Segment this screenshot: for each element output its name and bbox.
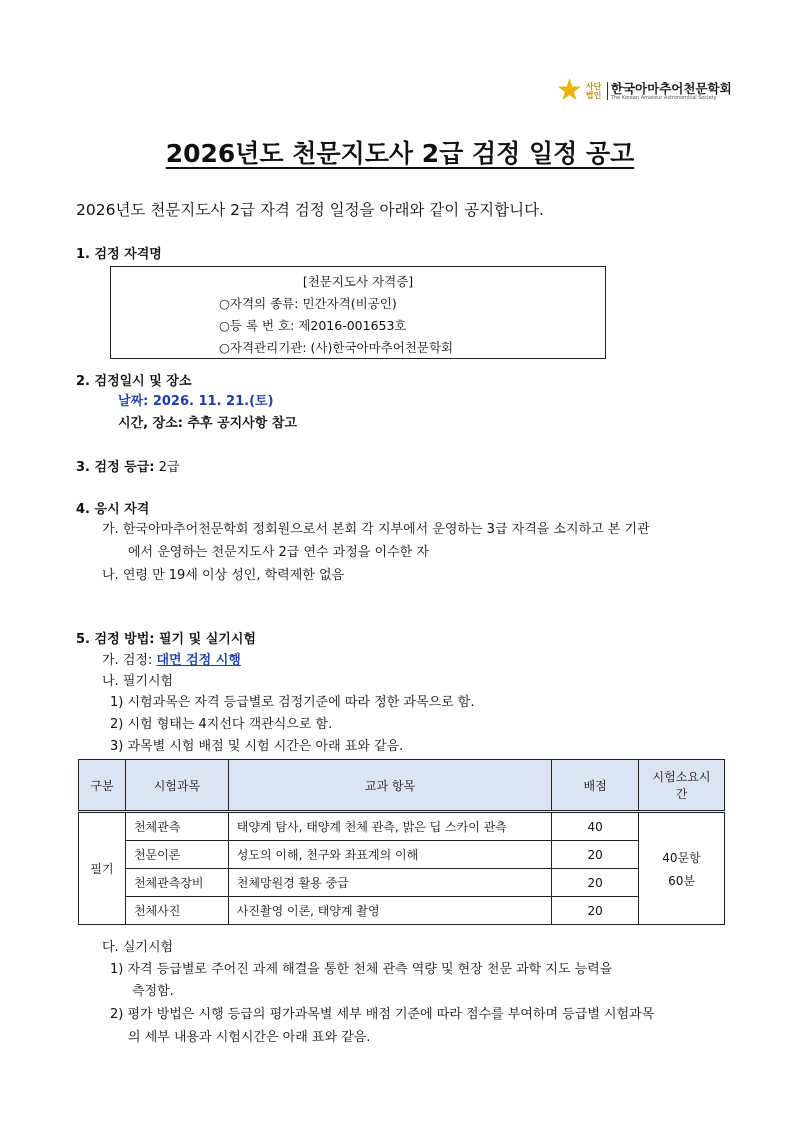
section-1-heading: 1. 검정 자격명 xyxy=(76,247,162,262)
box-line: ○자격관리기관: (사)한국아마추어천문학회 xyxy=(219,340,454,355)
table-row xyxy=(79,812,725,841)
logo-name: 한국아마추어천문학회 xyxy=(610,80,732,96)
subject-cell: 천체관측 xyxy=(125,812,228,841)
items-cell: 태양계 탐사, 태양계 천체 관측, 밝은 딥 스카이 관측 xyxy=(228,812,551,841)
table-row xyxy=(79,841,725,869)
subject-cell: 천문이론 xyxy=(125,841,228,869)
society-logo xyxy=(556,73,732,108)
question-count: 40문항 xyxy=(662,850,701,865)
duration: 60분 xyxy=(668,873,695,888)
box-line: ○등 록 번 호: 제2016-001653호 xyxy=(219,318,407,333)
table-row xyxy=(79,897,725,925)
time-cell xyxy=(639,812,725,925)
score-cell: 20 xyxy=(552,897,639,925)
written-exam-heading: 나. 필기시험 xyxy=(102,674,174,689)
group-cell: 필기 xyxy=(79,812,126,925)
eligibility-a: 가. 한국아마추어천문학회 정회원으로서 본회 각 지부에서 운영하는 3급 자격을 소지하고 본 기관 xyxy=(102,522,650,537)
col-header: 시험과목 xyxy=(125,760,228,812)
section-4-heading: 4. 응시 자격 xyxy=(76,502,150,517)
section-3-heading: 3. 검정 등급: xyxy=(76,460,155,475)
items-cell: 사진촬영 이론, 태양계 촬영 xyxy=(228,897,551,925)
score-cell: 20 xyxy=(552,841,639,869)
box-line: ○자격의 종류: 민간자격(비공인) xyxy=(219,296,397,311)
eligibility-a-cont: 에서 운영하는 천문지도사 2급 연수 과정을 이수한 자 xyxy=(128,545,429,560)
subject-cell: 천체관측장비 xyxy=(125,869,228,897)
qualification-box xyxy=(110,266,606,359)
page-title: 2026년도 천문지도사 2급 검정 일정 공고 xyxy=(165,139,635,168)
practical-item-2: 2) 평가 방법은 시행 등급의 평가과목별 세부 배점 기준에 따라 점수를 부여하며 등급별 시험과목 xyxy=(110,1007,655,1022)
written-item-2: 2) 시험 형태는 4지선다 객관식으로 함. xyxy=(110,717,333,732)
subject-cell: 천체사진 xyxy=(125,897,228,925)
section-5-heading: 5. 검정 방법: 필기 및 실기시험 xyxy=(76,632,256,647)
logo-corp: 사단법인 xyxy=(586,82,608,100)
method-label: 가. 검정: xyxy=(102,653,153,668)
logo-english: The Korean Amateur Astronomical Society xyxy=(610,94,717,101)
star-icon: ★ xyxy=(556,73,583,108)
eligibility-b: 나. 연령 만 19세 이상 성인, 학력제한 없음 xyxy=(102,568,345,583)
col-header: 시험소요시간 xyxy=(639,760,725,812)
exam-place: 시간, 장소: 추후 공지사항 참고 xyxy=(118,416,297,431)
written-item-3: 3) 과목별 시험 배점 및 시험 시간은 아래 표와 같음. xyxy=(110,739,404,754)
table-row xyxy=(79,869,725,897)
score-cell: 20 xyxy=(552,869,639,897)
practical-item-1-cont: 측정함. xyxy=(132,984,174,999)
items-cell: 천체망원경 활용 중급 xyxy=(228,869,551,897)
grade-value: 2급 xyxy=(158,460,180,475)
section-2-heading: 2. 검정일시 및 장소 xyxy=(76,374,192,389)
written-item-1: 1) 시험과목은 자격 등급별로 검정기준에 따라 정한 과목으로 함. xyxy=(110,695,475,710)
practical-exam-heading: 다. 실기시험 xyxy=(102,940,174,955)
col-header: 배점 xyxy=(552,760,639,812)
score-cell: 40 xyxy=(552,812,639,841)
method-link[interactable]: 대면 검정 시행 xyxy=(156,653,241,668)
practical-item-1: 1) 자격 등급별로 주어진 과제 해결을 통한 천체 관측 역량 및 현장 천문 과학 지도 능력을 xyxy=(110,962,613,977)
practical-item-2-cont: 의 세부 내용과 시험시간은 아래 표와 같음. xyxy=(128,1030,371,1045)
col-header: 교과 항목 xyxy=(228,760,551,812)
items-cell: 성도의 이해, 천구와 좌표계의 이해 xyxy=(228,841,551,869)
written-exam-table xyxy=(78,759,725,925)
intro-text: 2026년도 천문지도사 2급 자격 검정 일정을 아래와 같이 공지합니다. xyxy=(76,201,544,219)
box-title: [천문지도사 자격증] xyxy=(302,274,414,289)
exam-date: 날짜: 2026. 11. 21.(토) xyxy=(118,394,274,409)
col-header: 구분 xyxy=(79,760,126,812)
